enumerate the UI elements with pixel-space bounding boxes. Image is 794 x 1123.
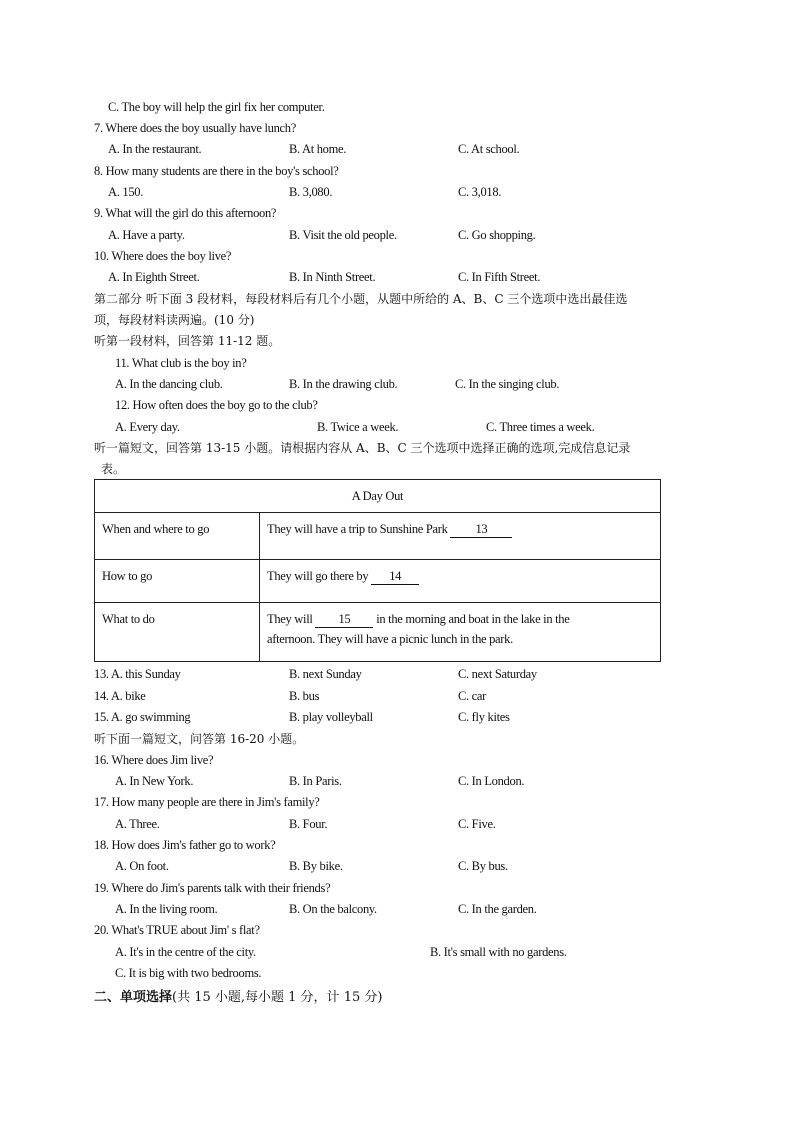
q9-option-b: B. Visit the old people. xyxy=(289,228,397,242)
q15-option-a: 15. A. go swimming xyxy=(94,710,191,724)
question-18: 18. How does Jim's father go to work? xyxy=(94,838,276,852)
q18-option-c: C. By bus. xyxy=(458,859,508,873)
q10-option-c: C. In Fifth Street. xyxy=(458,270,541,284)
question-16: 16. Where does Jim live? xyxy=(94,753,214,767)
row-text: They will go there by xyxy=(267,569,372,583)
q9-option-c: C. Go shopping. xyxy=(458,228,536,242)
q16-option-c: C. In London. xyxy=(458,774,525,788)
section1-intro: 听第一段材料，回答第 11-12 题。 xyxy=(94,334,281,348)
q12-option-c: C. Three times a week. xyxy=(486,420,595,434)
question-10: 10. Where does the boy live? xyxy=(94,249,232,263)
q19-option-a: A. In the living room. xyxy=(115,902,218,916)
q11-option-b: B. In the drawing club. xyxy=(289,377,398,391)
q8-option-c: C. 3,018. xyxy=(458,185,502,199)
question-11: 11. What club is the boy in? xyxy=(115,356,247,370)
table-title: A Day Out xyxy=(95,480,661,513)
q18-option-a: A. On foot. xyxy=(115,859,169,873)
question-17: 17. How many people are there in Jim's family? xyxy=(94,795,320,809)
part-two-heading xyxy=(94,990,382,1006)
section2-intro-line1: 听一篇短文，回答第 13-15 小题。请根据内容从 A、B、C 三个选项中选择正确的选项,完成信息记录 xyxy=(94,441,631,455)
row-label-when-where: When and where to go xyxy=(95,513,260,560)
q14-option-b: B. bus xyxy=(289,689,320,703)
q12-option-b: B. Twice a week. xyxy=(317,420,399,434)
row-label-what: What to do xyxy=(95,603,260,662)
q9-option-a: A. Have a party. xyxy=(108,228,185,242)
blank-13: 13 xyxy=(450,522,512,538)
q8-option-a: A. 150. xyxy=(108,185,144,199)
q10-option-b: B. In Ninth Street. xyxy=(289,270,376,284)
question-9: 9. What will the girl do this afternoon? xyxy=(94,206,277,220)
section2-intro-line2: 表。 xyxy=(101,462,126,476)
q6-option-c: C. The boy will help the girl fix her computer. xyxy=(108,100,325,114)
part-two-title: 二、单项选择 xyxy=(94,990,173,1005)
q20-option-c: C. It is big with two bedrooms. xyxy=(115,966,262,980)
q16-option-b: B. In Paris. xyxy=(289,774,342,788)
q20-option-a: A. It's in the centre of the city. xyxy=(115,945,256,959)
blank-15: 15 xyxy=(315,612,373,628)
blank-14: 14 xyxy=(371,569,419,585)
row-value-what xyxy=(260,603,661,662)
q13-option-a: 13. A. this Sunday xyxy=(94,667,181,681)
q7-option-b: B. At home. xyxy=(289,142,347,156)
q14-option-a: 14. A. bike xyxy=(94,689,146,703)
row-value-how xyxy=(260,560,661,603)
q13-option-c: C. next Saturday xyxy=(458,667,537,681)
a-day-out-table xyxy=(94,479,661,662)
q7-option-a: A. In the restaurant. xyxy=(108,142,202,156)
q12-option-a: A. Every day. xyxy=(115,420,180,434)
section3-intro: 听下面一篇短文，问答第 16-20 小题。 xyxy=(94,732,305,746)
row-text: They will xyxy=(267,612,316,626)
q8-option-b: B. 3,080. xyxy=(289,185,333,199)
row-text-post: in the morning and boat in the lake in the xyxy=(373,612,570,626)
q15-option-b: B. play volleyball xyxy=(289,710,373,724)
question-20: 20. What's TRUE about Jim' s flat? xyxy=(94,923,260,937)
q19-option-c: C. In the garden. xyxy=(458,902,537,916)
q14-option-c: C. car xyxy=(458,689,487,703)
row-value-when-where xyxy=(260,513,661,560)
q13-option-b: B. next Sunday xyxy=(289,667,362,681)
q17-option-c: C. Five. xyxy=(458,817,496,831)
question-12: 12. How often does the boy go to the club? xyxy=(115,398,318,412)
q15-option-c: C. fly kites xyxy=(458,710,510,724)
q18-option-b: B. By bike. xyxy=(289,859,343,873)
q20-option-b: B. It's small with no gardens. xyxy=(430,945,567,959)
q7-option-c: C. At school. xyxy=(458,142,520,156)
q17-option-a: A. Three. xyxy=(115,817,160,831)
row-text-line2: afternoon. They will have a picnic lunch in the park. xyxy=(267,632,513,646)
row-label-how: How to go xyxy=(95,560,260,603)
q17-option-b: B. Four. xyxy=(289,817,328,831)
q16-option-a: A. In New York. xyxy=(115,774,194,788)
part-two-note: (共 15 小题,每小题 1 分，计 15 分) xyxy=(172,990,383,1005)
question-19: 19. Where do Jim's parents talk with their friends? xyxy=(94,881,331,895)
q10-option-a: A. In Eighth Street. xyxy=(108,270,200,284)
q11-option-a: A. In the dancing club. xyxy=(115,377,223,391)
q19-option-b: B. On the balcony. xyxy=(289,902,377,916)
row-text: They will have a trip to Sunshine Park xyxy=(267,522,451,536)
question-7: 7. Where does the boy usually have lunch? xyxy=(94,121,296,135)
part2-heading-line2: 项，每段材料读两遍。(10 分) xyxy=(94,313,255,327)
part2-heading-line1: 第二部分 听下面 3 段材料，每段材料后有几个小题，从题中所给的 A、B、C 三个选项中选出最佳选 xyxy=(94,292,628,306)
question-8: 8. How many students are there in the boy's school? xyxy=(94,164,339,178)
q11-option-c: C. In the singing club. xyxy=(455,377,560,391)
